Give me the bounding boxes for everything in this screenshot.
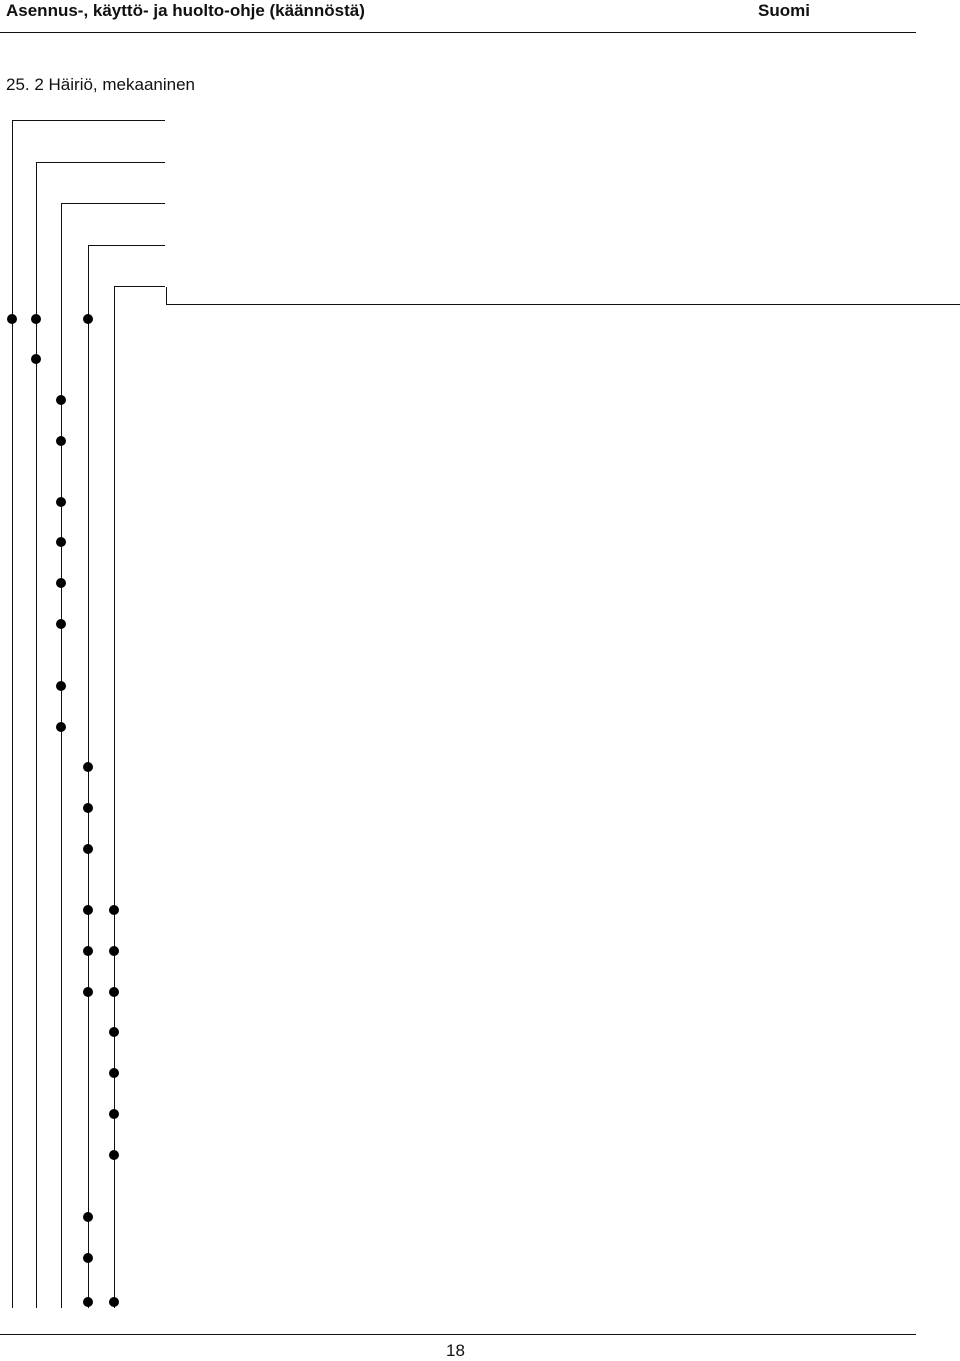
symptom-connector: [36, 162, 165, 163]
indicator-dot: [83, 905, 93, 915]
indicator-dot: [56, 619, 66, 629]
indicator-dot: [31, 354, 41, 364]
indicator-dot: [56, 497, 66, 507]
document-title: Asennus-, käyttö- ja huolto-ohje (käännöstä): [6, 1, 365, 20]
page-number: 18: [446, 1341, 465, 1360]
symptom-lane: [61, 203, 62, 1308]
symptom-lane: [88, 245, 89, 1308]
indicator-dot: [109, 1109, 119, 1119]
indicator-dot: [109, 1297, 119, 1307]
indicator-dot: [56, 578, 66, 588]
indicator-dot: [83, 803, 93, 813]
footer-rule: [0, 1334, 916, 1335]
symptom-connector: [12, 120, 165, 121]
indicator-dot: [109, 1027, 119, 1037]
indicator-dot: [56, 722, 66, 732]
symptom-connector: [61, 203, 165, 204]
indicator-dot: [83, 1297, 93, 1307]
indicator-dot: [56, 395, 66, 405]
indicator-dot: [83, 987, 93, 997]
indicator-dot: [56, 681, 66, 691]
indicator-dot: [83, 844, 93, 854]
indicator-dot: [109, 1150, 119, 1160]
indicator-dot: [56, 436, 66, 446]
page-header: [0, 0, 960, 34]
indicator-dot: [83, 1253, 93, 1263]
header-underline: [166, 304, 960, 305]
symptom-connector: [88, 245, 165, 246]
language-label: Suomi: [758, 1, 810, 20]
header-left-border: [166, 287, 167, 305]
indicator-dot: [83, 314, 93, 324]
indicator-dot: [83, 762, 93, 772]
indicator-dot: [109, 946, 119, 956]
header-rule: [0, 32, 916, 33]
section-title: 25. 2 Häiriö, mekaaninen: [6, 75, 196, 94]
indicator-dot: [109, 987, 119, 997]
symptom-lane: [36, 162, 37, 1308]
indicator-dot: [56, 537, 66, 547]
indicator-dot: [83, 946, 93, 956]
indicator-dot: [83, 1212, 93, 1222]
indicator-dot: [31, 314, 41, 324]
symptom-lane: [12, 120, 13, 1308]
indicator-dot: [109, 1068, 119, 1078]
indicator-dot: [109, 905, 119, 915]
symptom-connector: [114, 286, 165, 287]
indicator-dot: [7, 314, 17, 324]
